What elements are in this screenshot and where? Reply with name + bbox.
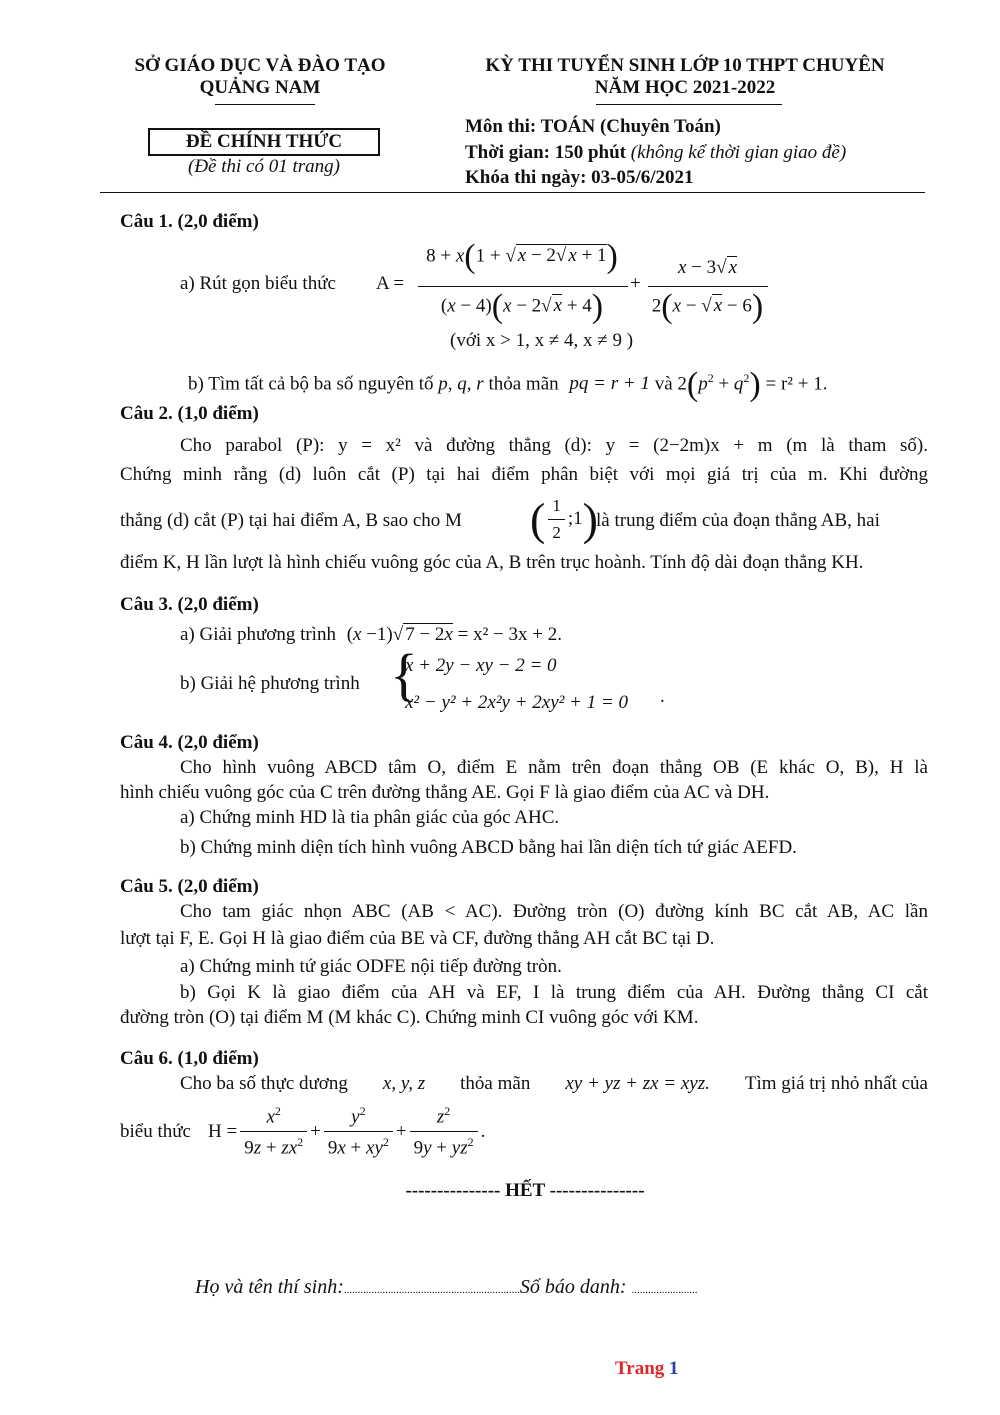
q1a-plus: + <box>630 273 641 294</box>
q4-b: b) Chứng minh diện tích hình vuông ABCD bằng hai lần diện tích tứ giác AEFD. <box>180 837 797 858</box>
page-num: 1 <box>669 1358 679 1379</box>
q2-point-m: ( $\frac{1}{2}$ ;1) <box>530 493 598 545</box>
q2-p3a: thẳng (d) cắt (P) tại hai điểm A, B sao cho M <box>120 510 462 531</box>
time-note: (không kể thời gian giao đề) <box>630 142 847 163</box>
time-row <box>465 142 846 164</box>
dept-line2: QUẢNG NAM <box>199 77 321 98</box>
q3-title: Câu 3. (2,0 điểm) <box>120 594 259 615</box>
exam-line2: NĂM HỌC 2021-2022 <box>594 77 776 98</box>
name-label: Họ và tên thí sinh: <box>195 1276 344 1298</box>
date-label: Khóa thi ngày: 03-05/6/2021 <box>465 167 694 188</box>
q6-expression: H = $\frac{x^2}{9z + zx^2}$ + $\frac{y^2}{9x + xy^2}$ + $\frac{z^2}{9y + yz^2}$ . <box>208 1104 486 1159</box>
id-label: Số báo danh: <box>519 1276 627 1298</box>
q5-title: Câu 5. (2,0 điểm) <box>120 876 259 897</box>
q3b-period: . <box>660 686 665 707</box>
q6-p2: biểu thức <box>120 1121 191 1142</box>
page-word: Trang <box>615 1358 665 1379</box>
q5-a: a) Chứng minh tứ giác ODFE nội tiếp đường tròn. <box>180 956 562 977</box>
q3b-brace: { <box>390 642 418 707</box>
subject-label: Môn thi: TOÁN (Chuyên Toán) <box>465 116 721 137</box>
q1b-and: và <box>654 373 673 395</box>
exam-title <box>440 55 930 99</box>
q6-p1 <box>180 1073 928 1095</box>
q2-title: Câu 2. (1,0 điểm) <box>120 403 259 424</box>
time-label: Thời gian: 150 phút <box>465 142 626 163</box>
q1a-frac1-num: 8 + x(1 + √ x − 2√ x + 1) <box>426 238 618 275</box>
q2-p2: Chứng minh rằng (d) luôn cắt (P) tại hai điểm phân biệt với mọi giá trị của m. Khi đường <box>120 464 928 485</box>
dept-line1: SỞ GIÁO DỤC VÀ ĐÀO TẠO <box>134 55 386 76</box>
q1b-text: b) Tìm tất cả bộ ba số nguyên tố <box>188 373 434 395</box>
q6-vars: x, y, z <box>382 1073 426 1094</box>
q3b-eq1: x + 2y − xy − 2 = 0 <box>405 655 557 676</box>
q1a-lhs: A = <box>376 273 405 294</box>
q1a-frac1-den: (x − 4)(x − 2√ x + 4) <box>440 288 604 325</box>
exam-underline <box>596 104 782 105</box>
q4-p1: Cho hình vuông ABCD tâm O, điểm E nằm trên đoạn thẳng OB (E khác O, B), H là <box>180 757 928 778</box>
official-box: ĐỀ CHÍNH THỨC <box>148 128 380 156</box>
q5-p1: Cho tam giác nhọn ABC (AB < AC). Đường tròn (O) đường kính BC cắt AB, AC lần <box>180 901 928 922</box>
q4-a: a) Chứng minh HD là tia phân giác của góc AHC. <box>180 807 560 828</box>
pages-note: (Đề thi có 01 trang) <box>188 156 340 177</box>
q1a-text: a) Rút gọn biểu thức <box>180 273 336 294</box>
q1a-frac2-num: x − 3√ x <box>677 257 738 278</box>
q2-p1: Cho parabol (P): y = x² và đường thẳng (d): y = (2−2m)x + m (m là tham số). <box>180 435 928 456</box>
q6-p1a: Cho ba số thực dương <box>180 1073 348 1094</box>
q1a-frac2-den: 2(x − √ x − 6) <box>651 288 764 325</box>
q1a-condition: (với x > 1, x ≠ 4, x ≠ 9 ) <box>450 330 634 351</box>
q1a-frac1-bar <box>418 286 628 287</box>
q6-p1c: Tìm giá trị nhỏ nhất của <box>744 1073 928 1094</box>
q4-p2: hình chiếu vuông góc của C trên đường thẳng AE. Gọi F là giao điểm của AC và DH. <box>120 782 770 803</box>
q2-p3b: là trung điểm của đoạn thẳng AB, hai <box>596 510 880 531</box>
q3a-eq-tail: = x² − 3x + 2. <box>457 624 562 645</box>
end-marker: --------------- HẾT --------------- <box>405 1180 645 1201</box>
q2-p4: điểm K, H lần lượt là hình chiếu vuông góc của A, B trên trục hoành. Tính độ dài đoạn thẳng KH. <box>120 552 864 573</box>
q1b-eq1: pq = r + 1 <box>569 373 650 395</box>
q6-eq: xy + yz + zx = xyz. <box>565 1073 710 1094</box>
q6-p1b: thỏa mãn <box>460 1073 531 1094</box>
dept-underline <box>215 104 315 105</box>
q5-b2: đường tròn (O) tại điểm M (M khác C). Chứng minh CI vuông góc với KM. <box>120 1007 699 1028</box>
q3b-text: b) Giải hệ phương trình <box>180 673 360 694</box>
dept-name <box>100 55 420 99</box>
q3a-line: a) Giải phương trình (x −1)√ 7 − 2x = x² − 3x + 2. <box>180 624 562 645</box>
q6-title: Câu 6. (1,0 điểm) <box>120 1048 259 1069</box>
header-divider <box>100 192 925 193</box>
name-dots[interactable]: ................................................................ <box>343 1284 520 1296</box>
q1b-line: b) Tìm tất cả bộ ba số nguyên tố p, q, r thỏa mãn pq = r + 1 và $2(p^2 + q^2) = r^2 + 1$. <box>188 366 828 403</box>
q5-p2: lượt tại F, E. Gọi H là giao điểm của BE và CF, đường thẳng AH cắt BC tại D. <box>120 928 715 949</box>
q1b-mid: thỏa mãn <box>488 373 559 395</box>
q1b-vars: p, q, r <box>438 373 484 395</box>
q1-title: Câu 1. (2,0 điểm) <box>120 211 259 232</box>
q3b-eq2: x² − y² + 2x²y + 2xy² + 1 = 0 <box>405 692 628 713</box>
q3a-text: a) Giải phương trình <box>180 624 336 645</box>
id-dots[interactable]: ........................ <box>631 1284 698 1296</box>
q1b-eq2-end: = r² + 1. <box>765 373 828 395</box>
exam-line1: KỲ THI TUYỂN SINH LỚP 10 THPT CHUYÊN <box>485 55 885 76</box>
page-number <box>615 1358 679 1380</box>
q4-title: Câu 4. (2,0 điểm) <box>120 732 259 753</box>
candidate-row <box>195 1276 698 1299</box>
q5-b1: b) Gọi K là giao điểm của AH và EF, I là trung điểm của AH. Đường thẳng CI cắt <box>180 982 928 1003</box>
q1a-frac2-bar <box>648 286 768 287</box>
